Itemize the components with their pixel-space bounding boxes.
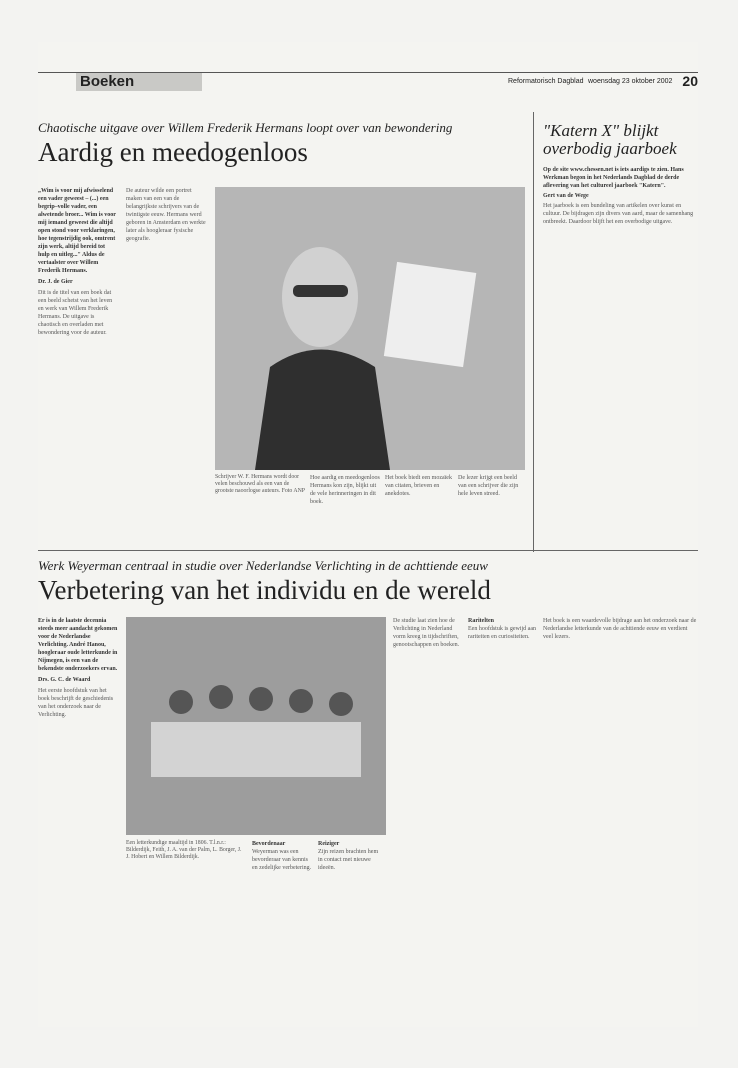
top-intro-column: „Wim is voor mij afwisselend een vader geweest – (...) een begrip–volle vader, een alwetende broer... Wim is voor mij iemand geweest die altijd open stond voor verklaringen, hoe tegenstrijdig ook, omtrent zijn werk, altijd bereid tot hulp en uitleg..." Aldus de vertaalster over Willem Frederik Hermans. Dr. J. de Gier Dit is de titel van een boek dat een beeld schetst van het leven en werk van Willem Frederik Hermans. De uitgave is chaotisch en overladen met bewondering voor de auteur. <box>38 187 118 337</box>
portrait-illustration <box>215 187 525 470</box>
bottom-text-column-5: Raritelten Een hoofdstuk is gewijd aan rariteiten en curiositeiten. <box>468 618 536 640</box>
bottom-article-heading <box>38 558 698 604</box>
sidebar-intro: Op de site www.chessen.net is iets aardigs te zien. Hans Werkman begon in het Nederlands Dagblad de derde aflevering van het cultureel jaarboek "Katern". <box>543 167 684 189</box>
publication-date: woensdag 23 oktober 2002 <box>588 78 673 85</box>
sidebar-article: "Katern X" blijkt overbodig jaarboek Op de site www.chessen.net is iets aardigs te zien. Hans Werkman begon in het Nederlands Dagblad de derde aflevering van het cultureel jaarboek "Katern". Gert van de Wege Het jaarboek is een bundeling van artikelen over kunst en cultuur. De bijdragen zijn divers van aard, maar de samenhang ontbreekt. Daardoor blijft het een overbodige uitgave. <box>543 120 698 226</box>
painting-illustration <box>126 617 386 835</box>
page-number: 20 <box>682 73 698 89</box>
subhead-bevordenaar: Bevordenaar <box>252 841 286 847</box>
newspaper-name: Reformatorisch Dagblad <box>508 78 584 85</box>
bottom-text-column-2: Bevordenaar Weyerman was een bevorderaar van kennis en zedelijke verbetering. <box>252 841 312 871</box>
top-article-heading <box>38 120 528 166</box>
bottom-headline: Verbetering van het individu en de wereld <box>38 575 491 605</box>
top-byline: Dr. J. de Gier <box>38 279 73 285</box>
bottom-intro-column: Er is in de laatste decennia steeds meer aandacht gekomen voor de Nederlandse Verlichting. André Hanou, hoogleraar oude letterkunde in Nijmegen, is een van de bekendste onderzoekers ervan. Drs. G. C. de Waard Het eerste hoofdstuk van het boek beschrijft de geschiedenis van het onderzoek naar de Verlichting. <box>38 618 118 718</box>
bottom-text-column-4: De studie laat zien hoe de Verlichting in Nederland vorm kreeg in tijdschriften, genootschappen en boeken. <box>393 618 460 648</box>
top-headline: Aardig en meedogenloos <box>38 137 308 167</box>
subhead-rariteiten: Raritelten <box>468 618 494 624</box>
subhead-reiziger: Reiziger <box>318 841 340 847</box>
newspaper-page <box>38 42 698 1027</box>
section-label: Boeken <box>76 73 202 91</box>
sidebar-headline: "Katern X" blijkt overbodig jaarboek <box>543 121 677 158</box>
top-intro: „Wim is voor mij afwisselend een vader geweest – (...) een begrip–volle vader, een alwetende broer... Wim is voor mij iemand geweest die altijd open stond voor verklaringen, hoe tegenstrijdig ook, omtrent zijn werk, altijd bereid tot hulp en uitleg..." Aldus de vertaalster over Willem Frederik Hermans. <box>38 188 116 274</box>
section-divider <box>38 550 698 551</box>
top-text-column-4: Het boek biedt een mozaïek van citaten, brieven en anekdotes. <box>385 475 452 497</box>
page-header <box>38 72 698 95</box>
top-text-column-5: De lezer krijgt een beeld van een schrijver die zijn hele leven streed. <box>458 475 519 497</box>
top-photo-caption: Schrijver W. F. Hermans wordt door velen beschouwd als een van de grootste naoorlogse auteurs. Foto ANP <box>215 474 306 494</box>
bottom-photo-caption: Een letterkundige maaltijd in 1806. T.l.n.r.: Bilderdijk, Feith, J. A. van der Palm, L. Borger, J. J. Hobert en Willem Bilderdijk. <box>126 840 242 860</box>
bottom-byline: Drs. G. C. de Waard <box>38 677 91 683</box>
top-text-column-2: De auteur wilde een portret maken van een van de belangrijkste schrijvers van de twintigste eeuw. Hermans werd geboren in Amsterdam en werkte later als hoogleraar fysische geografie. <box>126 188 206 242</box>
bottom-text-column-3: Reiziger Zijn reizen brachten hem in contact met nieuwe ideeën. <box>318 841 379 871</box>
bottom-text-column-6: Het boek is een waardevolle bijdrage aan het onderzoek naar de Nederlandse letterkunde van de achttiende eeuw en verdient veel lezers. <box>543 618 697 640</box>
bottom-intro: Er is in de laatste decennia steeds meer aandacht gekomen voor de Nederlandse Verlichting. André Hanou, hoogleraar oude letterkunde in Nijmegen, is een van de bekendste onderzoekers ervan. <box>38 618 118 672</box>
top-text-column-3: Hoe aardig en meedogenloos Hermans kon zijn, blijkt uit de vele herinneringen in dit boek. <box>310 475 380 505</box>
top-kicker: Chaotische uitgave over Willem Frederik Hermans loopt over van bewondering <box>38 120 453 135</box>
historic-painting <box>126 617 386 835</box>
hermans-photo <box>215 187 525 470</box>
column-divider <box>533 112 534 552</box>
bottom-kicker: Werk Weyerman centraal in studie over Nederlandse Verlichting in de achttiende eeuw <box>38 558 488 573</box>
sidebar-byline: Gert van de Wege <box>543 193 589 199</box>
